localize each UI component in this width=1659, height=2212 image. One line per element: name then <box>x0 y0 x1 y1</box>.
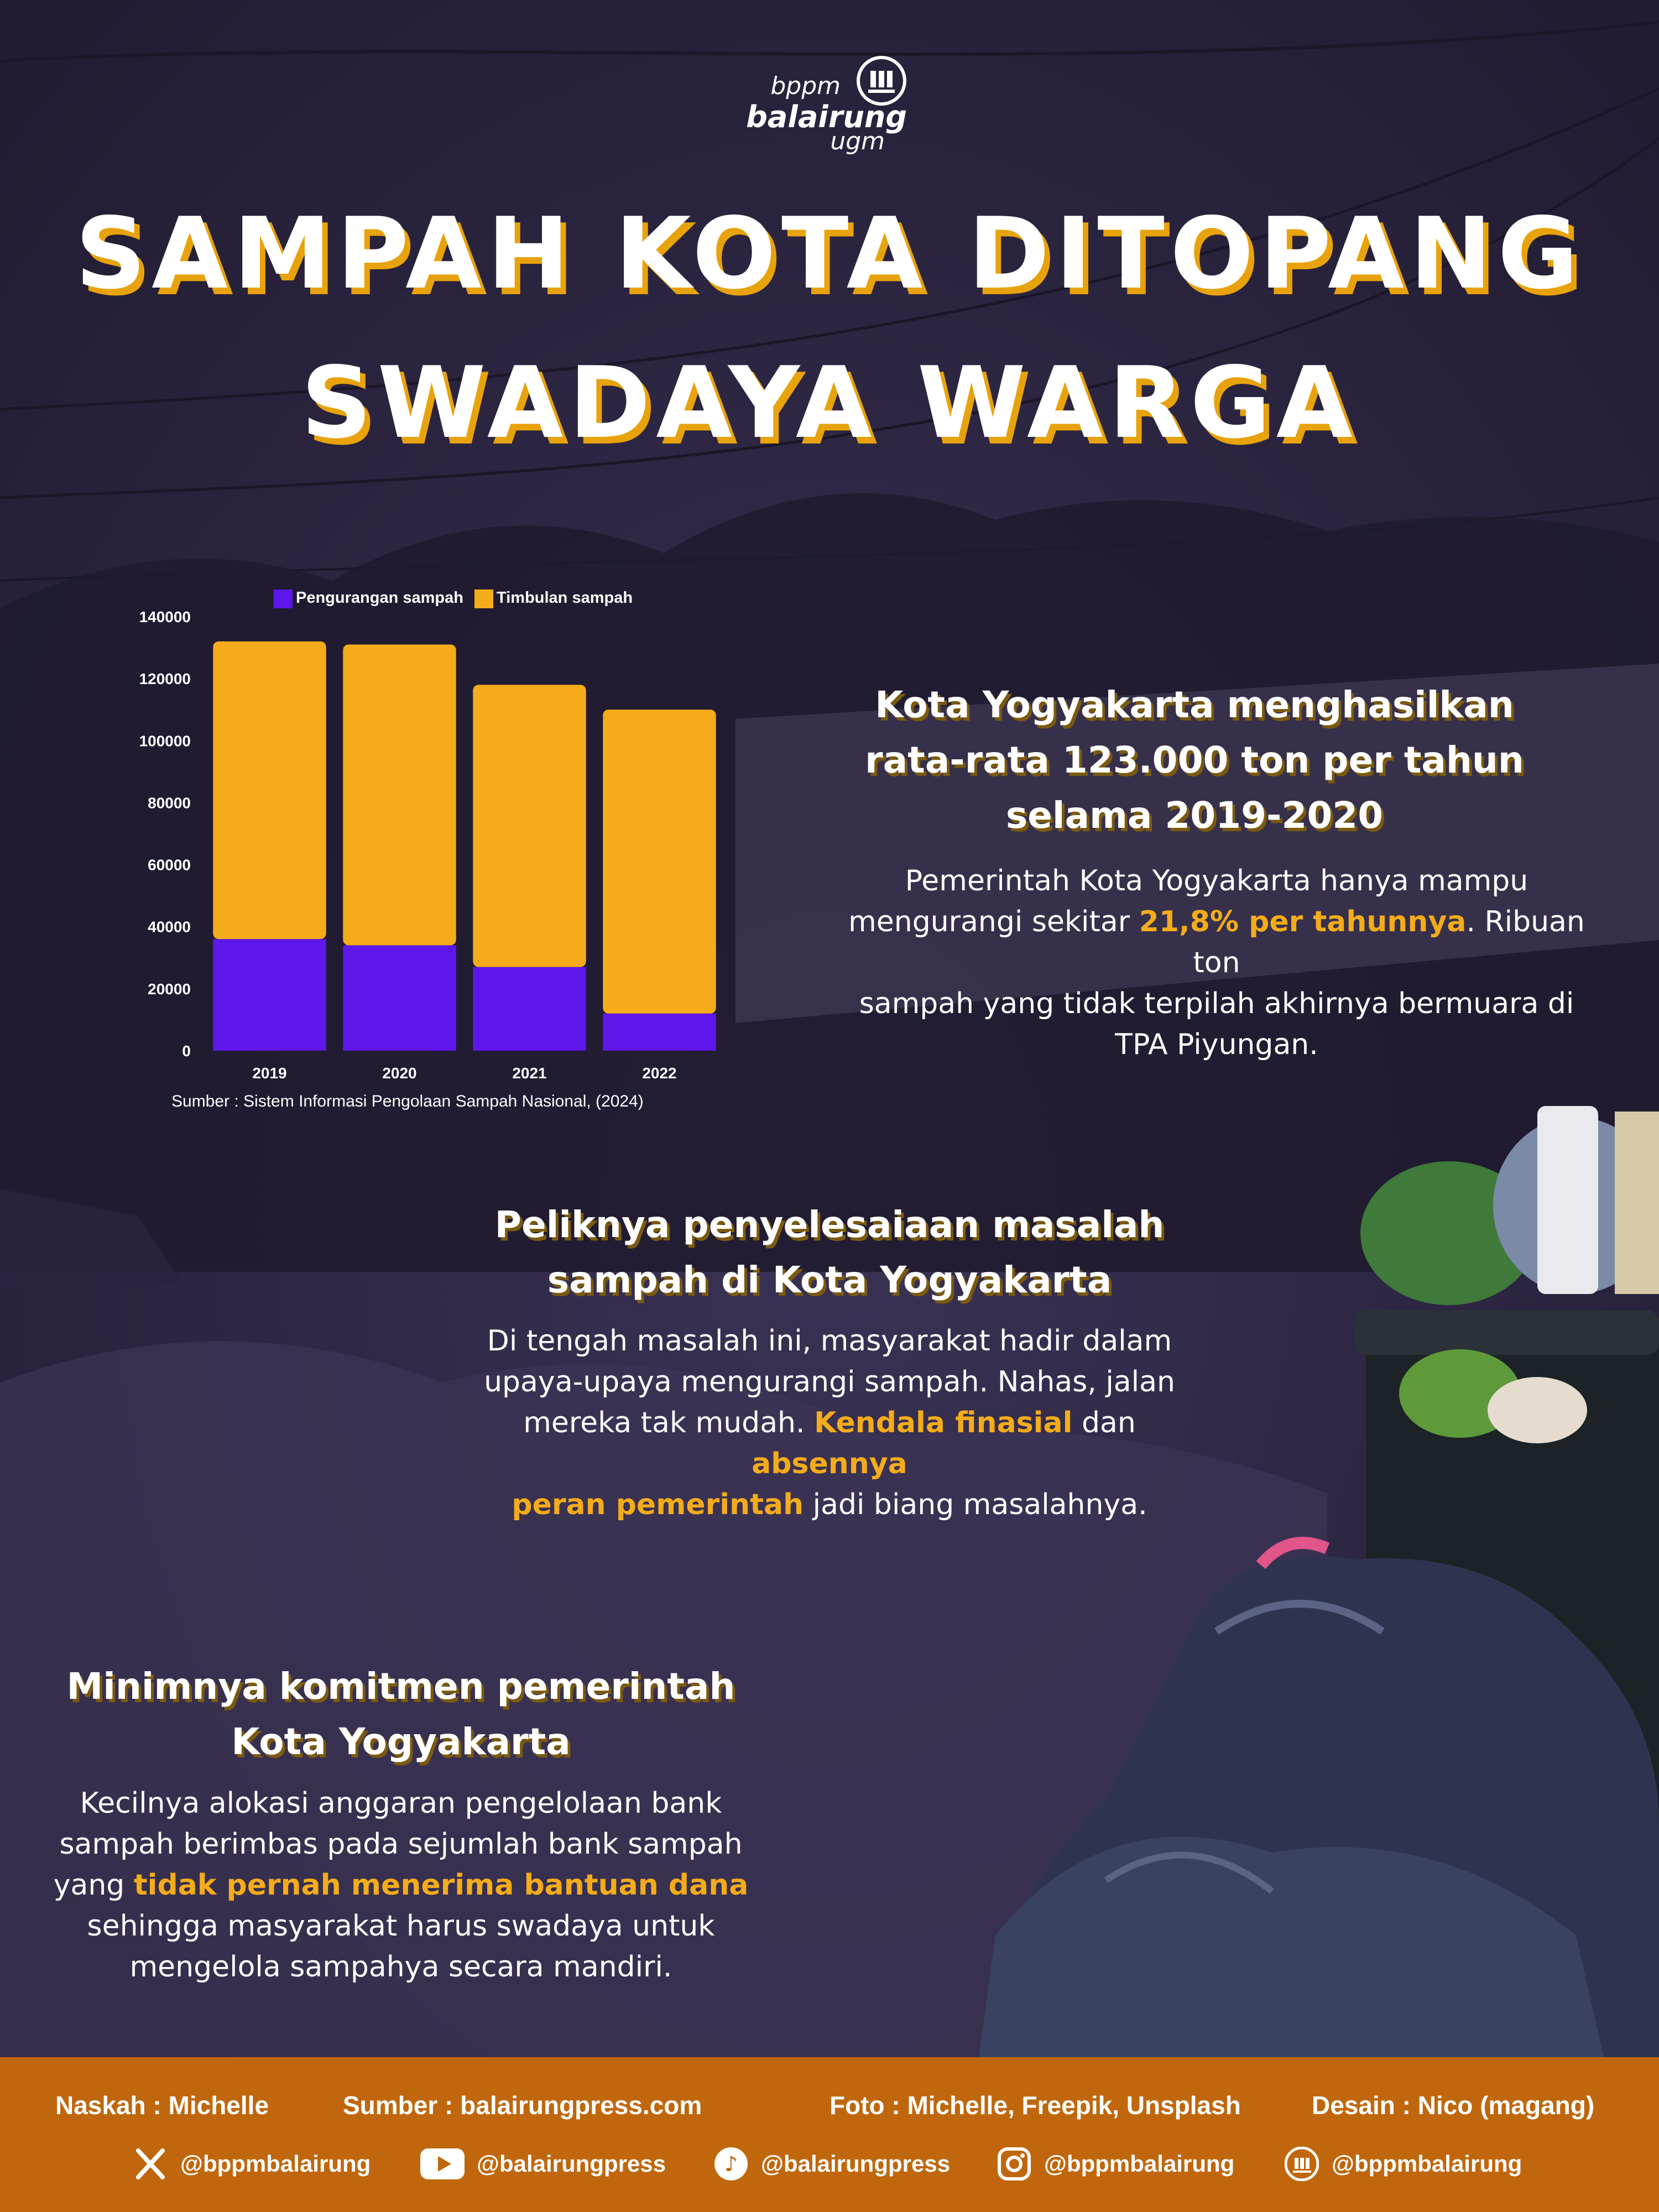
page-title-line-2: SWADAYA WARGA <box>301 346 1358 460</box>
section1-heading-line-1: Kota Yogyakarta menghasilkan <box>875 684 1514 726</box>
section3-line-1: Kecilnya alokasi anggaran pengelolaan bank <box>80 1787 722 1820</box>
bar-timbulan-2022 <box>603 709 716 1014</box>
section3-line-4: sehingga masyarakat harus swadaya untuk <box>87 1910 715 1943</box>
section1-heading <box>841 677 1548 843</box>
section2-line-4: peran pemerintah jadi biang masalahnya. <box>512 1488 1147 1521</box>
y-tick-label: 20000 <box>148 980 191 998</box>
section3-heading <box>33 1659 769 1770</box>
balairung-emblem-icon <box>856 55 907 106</box>
youtube-icon <box>420 2146 465 2182</box>
bar-pengurangan-2019 <box>213 939 326 1051</box>
section2-line-2: upaya-upaya mengurangi sampah. Nahas, jalan <box>484 1365 1175 1399</box>
section1-body <box>830 860 1604 1065</box>
section2-heading-line-1: Peliknya penyelesaiaan masalah <box>494 1203 1165 1246</box>
logo-line-3: ugm <box>830 127 885 155</box>
social-tiktok[interactable] <box>713 2145 950 2183</box>
section3-line-3: yang tidak pernah menerima bantuan dana <box>53 1869 749 1902</box>
page-title-line-1: SAMPAH KOTA DITOPANG <box>75 196 1584 311</box>
tiktok-icon <box>713 2146 749 2182</box>
social-tiktok-handle: @balairungpress <box>761 2151 951 2177</box>
social-instagram-handle: @bppmbalairung <box>1044 2151 1235 2177</box>
section1-highlight: 21,8% per tahunnya <box>1139 905 1467 938</box>
y-tick-label: 0 <box>182 1042 191 1060</box>
balairung-icon <box>1284 2146 1319 2182</box>
y-tick-label: 60000 <box>148 856 191 874</box>
y-tick-label: 80000 <box>148 794 191 812</box>
section3-highlight: tidak pernah menerima bantuan dana <box>133 1869 749 1902</box>
section3-line-2: sampah berimbas pada sejumlah bank sampah <box>59 1828 743 1861</box>
section2-heading-line-2: sampah di Kota Yogyakarta <box>547 1259 1112 1301</box>
logo-line-1: bppm <box>770 72 841 100</box>
social-youtube-handle: @balairungpress <box>477 2151 666 2177</box>
credit-foto: Foto : Michelle, Freepik, Unsplash <box>830 2091 1241 2120</box>
y-tick-label: 120000 <box>139 670 191 688</box>
chart-source: Sumber : Sistem Informasi Pengolaan Sampah Nasional, (2024) <box>171 1092 644 1110</box>
legend-label-pengurangan: Pengurangan sampah <box>296 589 463 607</box>
section1-line-4: TPA Piyungan. <box>1115 1028 1318 1061</box>
section2-heading <box>442 1197 1217 1308</box>
section1-line-2: mengurangi sekitar 21,8% per tahunnya. Ribuan ton <box>848 905 1585 979</box>
section3-body <box>33 1783 769 1987</box>
social-x-handle: @bppmbalairung <box>180 2151 371 2177</box>
x-tick-label: 2019 <box>252 1065 287 1082</box>
social-x[interactable] <box>133 2145 371 2183</box>
section3-line-5: mengelola sampahya secara mandiri. <box>129 1950 672 1984</box>
credit-naskah: Naskah : Michelle <box>55 2091 269 2120</box>
credit-sumber: Sumber : balairungpress.com <box>343 2091 702 2120</box>
x-icon <box>133 2146 168 2182</box>
bar-pengurangan-2021 <box>473 967 586 1051</box>
brand-logo <box>746 55 907 155</box>
logo-line-2: balairung <box>746 100 907 134</box>
stacked-bar-chart <box>122 603 735 1084</box>
section2-highlight-2: absennya <box>752 1447 907 1480</box>
x-tick-label: 2020 <box>382 1065 417 1082</box>
bar-timbulan-2019 <box>213 641 326 939</box>
bar-timbulan-2020 <box>343 644 456 945</box>
section2-body <box>442 1321 1217 1525</box>
section3-heading-line-1: Minimnya komitmen pemerintah <box>66 1665 735 1708</box>
legend-label-timbulan: Timbulan sampah <box>497 589 633 607</box>
section2-line-3: mereka tak mudah. Kendala finasial dan absennya <box>523 1406 1136 1480</box>
social-instagram[interactable] <box>997 2145 1234 2183</box>
bar-pengurangan-2022 <box>603 1014 716 1051</box>
y-tick-label: 40000 <box>148 918 191 936</box>
svg-text:♪: ♪ <box>724 2152 738 2176</box>
section2-line-1: Di tengah masalah ini, masyarakat hadir dalam <box>487 1324 1172 1358</box>
section3-heading-line-2: Kota Yogyakarta <box>231 1720 571 1763</box>
x-tick-label: 2022 <box>642 1065 677 1082</box>
section1-heading-line-3: selama 2019-2020 <box>1005 794 1384 837</box>
instagram-icon <box>997 2146 1032 2182</box>
social-balairung-handle: @bppmbalairung <box>1332 2151 1522 2177</box>
section2-highlight-3: peran pemerintah <box>512 1488 804 1521</box>
bar-pengurangan-2020 <box>343 945 456 1051</box>
y-tick-label: 100000 <box>139 732 191 750</box>
y-tick-label: 140000 <box>139 608 191 625</box>
credit-desain: Desain : Nico (magang) <box>1312 2091 1595 2120</box>
bar-timbulan-2021 <box>473 685 586 967</box>
section1-line-3: sampah yang tidak terpilah akhirnya bermuara di <box>859 987 1574 1020</box>
section1-heading-line-2: rata-rata 123.000 ton per tahun <box>865 739 1524 781</box>
social-balairung[interactable] <box>1284 2145 1522 2183</box>
x-tick-label: 2021 <box>512 1065 547 1082</box>
section1-line-1: Pemerintah Kota Yogyakarta hanya mampu <box>905 864 1528 898</box>
social-youtube[interactable] <box>420 2145 666 2183</box>
section2-highlight-1: Kendala finasial <box>814 1406 1073 1439</box>
footer <box>0 2057 1659 2212</box>
